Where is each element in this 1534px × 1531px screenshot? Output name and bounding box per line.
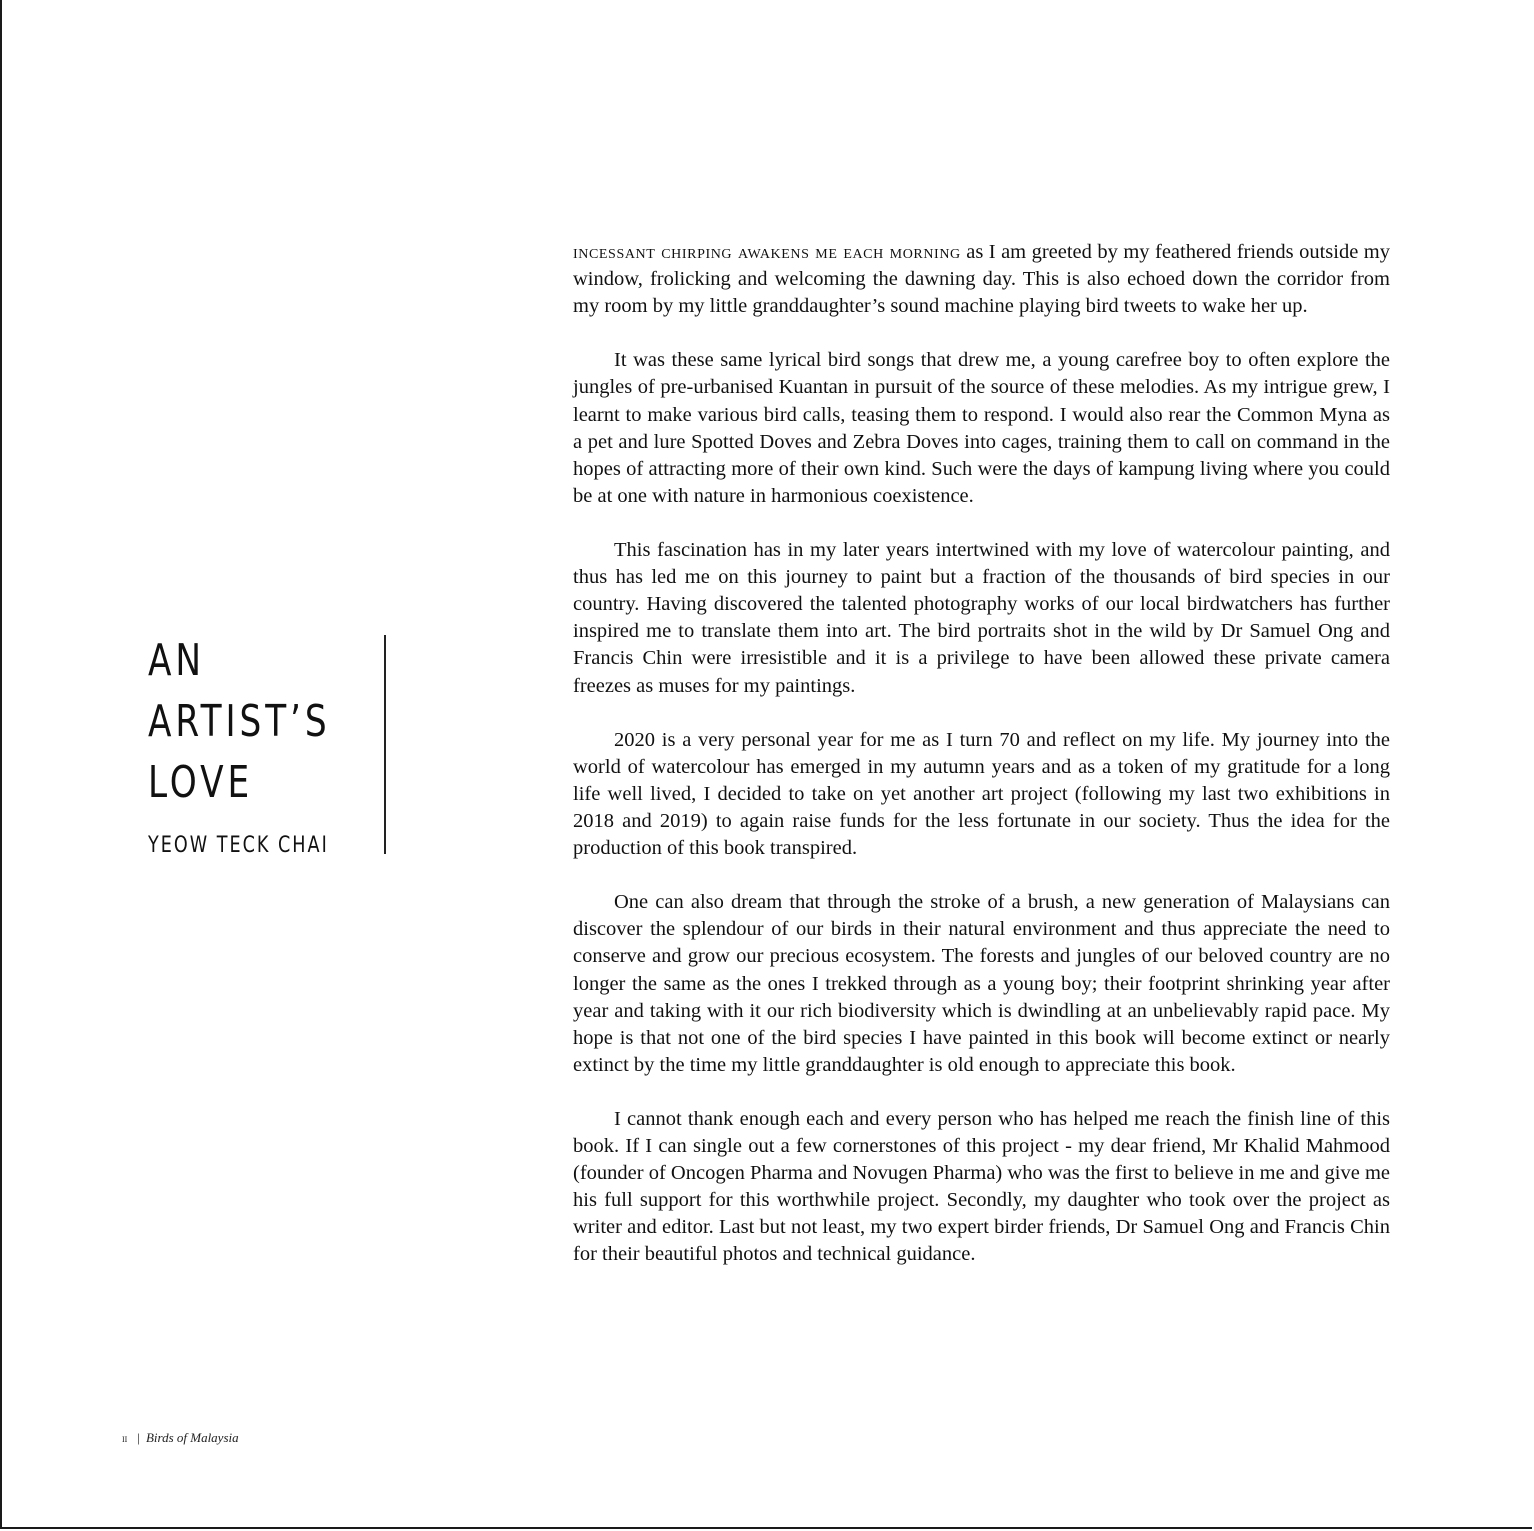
chapter-title-line-3: LOVE xyxy=(148,757,254,808)
paragraph-2: It was these same lyrical bird songs that drew me, a young carefree boy to often explore the jungles of pre-urbanised Kuantan in pursuit of the source of these melodies. As my intrigue grew, I learnt to make various bird calls, teasing them to respond. I would also rear the Common Myna as a pet and lure Spotted Doves and Zebra Doves into cages, training them to call on command in the hopes of attracting more of their own kind. Such were the days of kampung living where you could be at one with nature in harmonious coexistence. xyxy=(573,349,1390,507)
lead-in-small-caps: incessant chirping awakens me each morning xyxy=(573,242,961,263)
chapter-heading xyxy=(148,630,378,858)
body-text xyxy=(573,239,1390,1296)
footer-separator: | xyxy=(137,1430,140,1445)
paragraph-5: One can also dream that through the stroke of a brush, a new generation of Malaysians can discover the splendour of our birds in their natural environment and thus appreciate the need to conserve and grow our precious ecosystem. The forests and jungles of our beloved country are no longer the same as the ones I trekked through as a young boy; their footprint shrinking year after year and taking with it our rich biodiversity which is dwindling at an unbelievably rapid pace. My hope is that not one of the bird species I have painted in this book will become extinct or nearly extinct by the time my little granddaughter is old enough to appreciate this book. xyxy=(573,891,1390,1076)
page-footer xyxy=(122,1430,239,1446)
vertical-divider xyxy=(384,635,386,854)
chapter-title-line-1: AN xyxy=(148,635,205,686)
paragraph-4: 2020 is a very personal year for me as I turn 70 and reflect on my life. My journey into the world of watercolour has emerged in my autumn years and as a token of my gratitude for a long life well lived, I decided to take on yet another art project (following my last two exhibitions in 2018 and 2019) to again raise funds for the less fortunate in our society. Thus the idea for the production of this book transpired. xyxy=(573,728,1390,860)
author-name: YEOW TECK CHAI xyxy=(148,833,329,858)
paragraph-1 xyxy=(573,239,1390,320)
page-number: ii xyxy=(122,1431,128,1445)
book-title: Birds of Malaysia xyxy=(145,1430,239,1445)
paragraph-6: I cannot thank enough each and every person who has helped me reach the finish line of this book. If I can single out a few cornerstones of this project - my dear friend, Mr Khalid Mahmood (founder of Oncogen Pharma and Novugen Pharma) who was the first to believe in me and give me his full support for this worthwhile project. Secondly, my daughter who took over the project as writer and editor. Last but not least, my two expert birder friends, Dr Samuel Ong and Francis Chin for their beautiful photos and technical guidance. xyxy=(573,1108,1390,1266)
paragraph-3: This fascination has in my later years intertwined with my love of watercolour painting, and thus has led me on this journey to paint but a fraction of the thousands of bird species in our country. Having discovered the talented photography works of our local birdwatchers has further inspired me to translate them into art. The bird portraits shot in the wild by Dr Samuel Ong and Francis Chin were irresistible and it is a privilege to have been allowed these private camera freezes as muses for my paintings. xyxy=(573,539,1390,697)
paragraph-1-text: as I am greeted by my feathered friends outside my window, frolicking and welcoming the dawning day. This is also echoed down the corridor from my room by my little granddaughter’s sound machine playing bird tweets to wake her up. xyxy=(573,241,1390,318)
chapter-title-line-2: ARTIST’S xyxy=(148,696,331,747)
